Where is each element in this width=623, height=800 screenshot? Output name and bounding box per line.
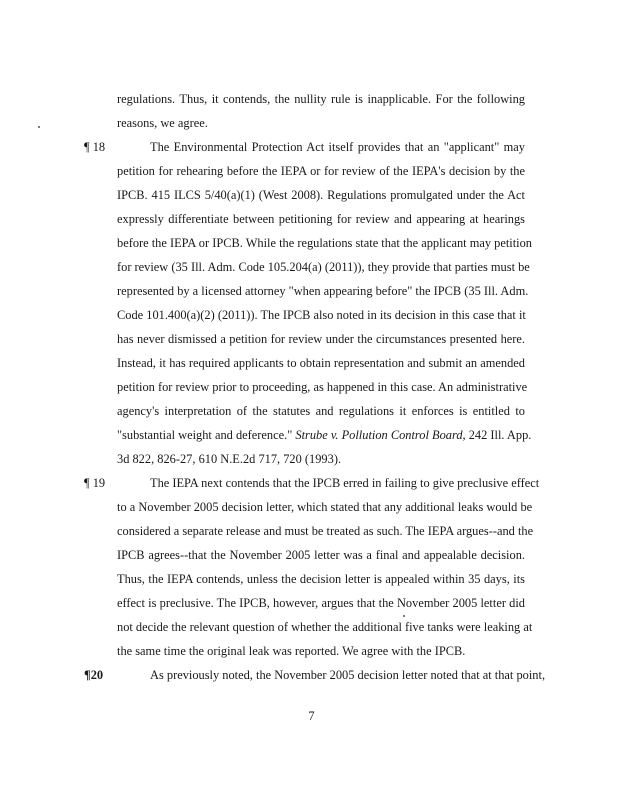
text-line: reasons, we agree.: [117, 116, 208, 130]
text-line: to a November 2005 decision letter, which stated that any additional leaks would be: [117, 500, 533, 514]
text-line: Thus, the IEPA contends, unless the decision letter is appealed within 35 days, its: [117, 572, 525, 586]
text-line: IPCB. 415 ILCS 5/40(a)(1) (West 2008). Regulations promulgated under the Act: [117, 188, 525, 202]
text-line: 3d 822, 826-27, 610 N.E.2d 717, 720 (1993).: [117, 452, 342, 466]
text-line: petition for rehearing before the IEPA or for review of the IEPA's decision by the: [117, 164, 525, 178]
text-line: Instead, it has required applicants to obtain representation and submit an amended: [117, 356, 525, 370]
text-line: for review (35 Ill. Adm. Code 105.204(a) (2011)), they provide that parties must be: [117, 260, 530, 274]
text-line: before the IEPA or IPCB. While the regulations state that the applicant may petition: [117, 236, 532, 250]
text-line: considered a separate release and must be treated as such. The IEPA argues--and the: [117, 524, 534, 538]
text-line: The Environmental Protection Act itself provides that an "applicant" may: [150, 140, 525, 154]
text-line: represented by a licensed attorney "when appearing before" the IPCB (35 Ill. Adm.: [117, 284, 529, 298]
text-line: has never dismissed a petition for review under the circumstances presented here.: [117, 332, 525, 346]
text-line: not decide the relevant question of whether the additional five tanks were leaking at: [117, 620, 533, 634]
paragraph-number: ¶ 18: [84, 140, 106, 154]
text-line: agency's interpretation of the statutes and regulations it enforces is entitled to: [117, 404, 525, 418]
citation-reporter: 242 Ill. App.: [465, 428, 532, 442]
paragraph-number: ¶ 19: [84, 476, 106, 490]
text-line: the same time the original leak was reported. We agree with the IPCB.: [117, 644, 466, 658]
citation-lead-text: "substantial weight and deference.": [117, 428, 293, 442]
text-line: effect is preclusive. The IPCB, however, argues that the November 2005 letter did: [117, 596, 525, 610]
citation-line: [117, 427, 532, 443]
text-line: IPCB agrees--that the November 2005 letter was a final and appealable decision.: [117, 548, 525, 562]
scan-speck: [403, 615, 405, 617]
page-number: 7: [308, 709, 315, 723]
scan-speck: [38, 126, 40, 128]
paragraph-number: ¶20: [84, 668, 104, 682]
text-line: Code 101.400(a)(2) (2011)). The IPCB also noted in its decision in this case that it: [117, 308, 526, 322]
text-line: petition for review prior to proceeding, as happened in this case. An administrative: [117, 380, 528, 394]
case-name: Strube v. Pollution Control Board,: [295, 428, 466, 442]
text-line: As previously noted, the November 2005 decision letter noted that at that point,: [150, 668, 546, 682]
text-line: The IEPA next contends that the IPCB erred in failing to give preclusive effect: [150, 476, 540, 490]
text-line: expressly differentiate between petitioning for review and appearing at hearings: [117, 212, 525, 226]
text-line: regulations. Thus, it contends, the nullity rule is inapplicable. For the following: [117, 92, 525, 106]
